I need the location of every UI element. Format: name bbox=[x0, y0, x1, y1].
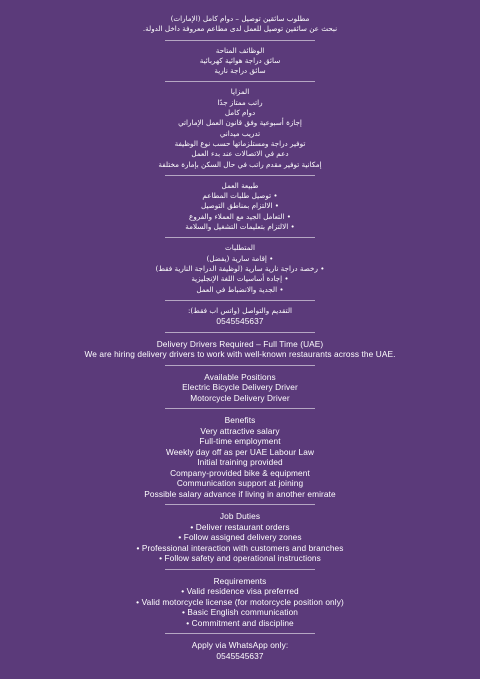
english-benefits-heading: Benefits bbox=[224, 415, 256, 426]
list-item: دوام كامل bbox=[224, 108, 256, 118]
list-item: Initial training provided bbox=[197, 457, 283, 468]
list-item: • التعامل الجيد مع العملاء والفروع bbox=[189, 211, 291, 221]
divider bbox=[165, 569, 315, 570]
divider bbox=[165, 332, 315, 333]
english-phone: 0545545637 bbox=[216, 650, 264, 661]
divider bbox=[165, 40, 315, 41]
list-item: Company-provided bike & equipment bbox=[170, 467, 310, 478]
list-item: Electric Bicycle Delivery Driver bbox=[182, 382, 298, 393]
list-item: • Deliver restaurant orders bbox=[190, 521, 290, 532]
arabic-duties bbox=[0, 181, 480, 232]
list-item: Very attractive salary bbox=[200, 425, 280, 436]
english-duties-heading: Job Duties bbox=[219, 511, 261, 522]
divider bbox=[165, 300, 315, 301]
english-apply-heading: Apply via WhatsApp only: bbox=[191, 640, 289, 651]
list-item: • Valid residence visa preferred bbox=[181, 586, 299, 597]
list-item: إمكانية توفير مقدم راتب في حال السكن بإمارة مختلفة bbox=[158, 159, 322, 169]
divider bbox=[165, 504, 315, 505]
list-item: • Follow safety and operational instructions bbox=[159, 553, 321, 564]
list-item: سائق دراجة هوائية كهربائية bbox=[199, 55, 281, 65]
list-item: تدريب ميداني bbox=[219, 128, 261, 138]
list-item: • Follow assigned delivery zones bbox=[178, 532, 302, 543]
list-item: • Basic English communication bbox=[181, 607, 299, 618]
list-item: Communication support at joining bbox=[176, 478, 304, 489]
english-requirements-heading: Requirements bbox=[213, 575, 267, 586]
arabic-phone: 0545545637 bbox=[216, 316, 264, 327]
arabic-positions bbox=[0, 46, 480, 77]
english-positions bbox=[0, 372, 480, 404]
english-intro: We are hiring delivery drivers to work with well-known restaurants across the UAE. bbox=[84, 349, 396, 360]
list-item: • رخصة دراجة نارية سارية (لوظيفة الدراجة النارية فقط) bbox=[155, 263, 325, 273]
list-item: Motorcycle Delivery Driver bbox=[190, 392, 290, 403]
arabic-title: مطلوب سائقين توصيل – دوام كامل (الإمارات) bbox=[170, 14, 310, 23]
list-item: • Professional interaction with customers and branches bbox=[136, 542, 344, 553]
arabic-positions-heading: الوظائف المتاحة bbox=[215, 45, 265, 55]
english-header bbox=[0, 339, 480, 360]
arabic-header bbox=[0, 14, 480, 35]
english-title: Delivery Drivers Required – Full Time (UAE) bbox=[156, 338, 324, 349]
list-item: • الجدية والانضباط في العمل bbox=[196, 284, 284, 294]
arabic-apply bbox=[0, 306, 480, 316]
divider bbox=[165, 633, 315, 634]
list-item: Weekly day off as per UAE Labour Law bbox=[165, 446, 315, 457]
list-item: • إجادة أساسيات اللغة الإنجليزية bbox=[191, 274, 289, 284]
list-item: • الالتزام بتعليمات التشغيل والسلامة bbox=[185, 222, 295, 232]
arabic-duties-heading: طبيعة العمل bbox=[221, 180, 259, 190]
list-item: • Valid motorcycle license (for motorcycle position only) bbox=[136, 596, 344, 607]
divider bbox=[165, 81, 315, 82]
list-item: • توصيل طلبات المطاعم bbox=[202, 191, 278, 201]
english-positions-heading: Available Positions bbox=[204, 371, 276, 382]
list-item: سائق دراجة نارية bbox=[214, 66, 266, 76]
divider bbox=[165, 408, 315, 409]
arabic-requirements bbox=[0, 243, 480, 294]
divider bbox=[165, 237, 315, 238]
list-item: Possible salary advance if living in another emirate bbox=[144, 488, 336, 499]
divider bbox=[165, 365, 315, 366]
english-apply bbox=[0, 640, 480, 661]
list-item: توفير دراجة ومستلزماتها حسب نوع الوظيفة bbox=[174, 138, 306, 148]
list-item: • الالتزام بمناطق التوصيل bbox=[201, 201, 279, 211]
list-item: إجازة أسبوعية وفق قانون العمل الإماراتي bbox=[178, 118, 302, 128]
arabic-requirements-heading: المتطلبات bbox=[225, 243, 255, 253]
list-item: دعم في الاتصالات عند بدء العمل bbox=[191, 149, 289, 159]
english-duties bbox=[0, 511, 480, 564]
list-item: • إقامة سارية (يفضل) bbox=[206, 253, 274, 263]
arabic-benefits bbox=[0, 87, 480, 169]
arabic-phone-block bbox=[0, 316, 480, 327]
english-requirements bbox=[0, 576, 480, 629]
english-benefits bbox=[0, 415, 480, 499]
list-item: راتب ممتاز جدًا bbox=[217, 97, 263, 107]
list-item: • Commitment and discipline bbox=[186, 617, 294, 628]
divider bbox=[165, 175, 315, 176]
arabic-apply-heading: التقديم والتواصل (واتس اب فقط): bbox=[187, 305, 293, 315]
arabic-benefits-heading: المزايا bbox=[230, 87, 250, 97]
arabic-intro: نبحث عن سائقين توصيل للعمل لدى مطاعم معروفة داخل الدولة. bbox=[142, 24, 338, 34]
list-item: Full-time employment bbox=[199, 436, 281, 447]
